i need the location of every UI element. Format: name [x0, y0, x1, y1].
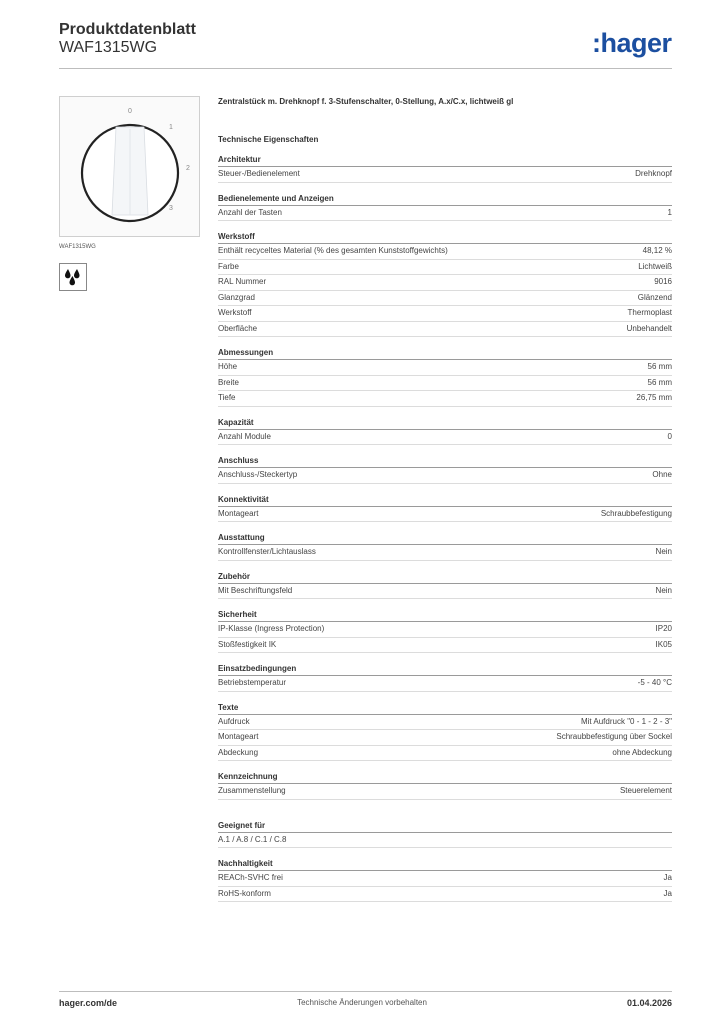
product-caption: WAF1315WG	[59, 244, 96, 250]
header-divider	[59, 68, 672, 69]
spec-value: Ja	[663, 888, 672, 898]
spec-section	[218, 532, 672, 561]
spec-label: RAL Nummer	[218, 277, 267, 286]
spec-label: Abdeckung	[218, 747, 259, 757]
tech-heading: Technische Eigenschaften	[218, 135, 319, 144]
section-title: Konnektivität	[218, 494, 672, 507]
spec-value: 48,12 %	[642, 246, 672, 255]
dial-mark-3: 3	[169, 205, 173, 212]
spec-row	[218, 730, 672, 746]
spec-row	[218, 167, 672, 183]
footer-divider	[59, 991, 672, 992]
spec-row	[218, 676, 672, 692]
footer-date: 01.04.2026	[626, 998, 672, 1008]
section-title: Texte	[218, 702, 672, 715]
section-title: Einsatzbedingungen	[218, 663, 672, 676]
spec-row	[218, 584, 672, 600]
spec-row	[218, 468, 672, 484]
footer-website[interactable]: hager.com/de	[59, 998, 118, 1008]
section-title: Bedienelemente und Anzeigen	[218, 193, 672, 206]
product-image	[59, 96, 200, 237]
section-title: Anschluss	[218, 455, 672, 468]
spec-row	[218, 306, 672, 322]
spec-label: Steuer-/Bedienelement	[218, 169, 300, 178]
hager-logo: :hager	[592, 28, 672, 58]
spec-value: Schraubbefestigung	[600, 508, 672, 518]
spec-row	[218, 545, 672, 561]
spec-section	[218, 455, 672, 484]
spec-label: Tiefe	[218, 393, 236, 402]
spec-row	[218, 833, 672, 849]
spec-section	[218, 417, 672, 446]
spec-section	[218, 858, 672, 902]
spec-value: Thermoplast	[627, 308, 672, 317]
spec-row	[218, 391, 672, 407]
spec-label: Glanzgrad	[218, 292, 255, 302]
spec-section	[218, 347, 672, 407]
spec-row	[218, 244, 672, 260]
spec-row	[218, 206, 672, 222]
spec-section	[218, 609, 672, 653]
spec-label: A.1 / A.8 / C.1 / C.8	[218, 834, 287, 844]
spec-section	[218, 702, 672, 762]
spec-label: Mit Beschriftungsfeld	[218, 585, 293, 595]
spec-label: Enthält recyceltes Material (% des gesamten Kunststoffgewichts)	[218, 246, 448, 255]
spec-row	[218, 887, 672, 903]
article-number: WAF1315WG	[59, 39, 158, 56]
spec-value: Drehknopf	[635, 169, 672, 178]
section-title: Sicherheit	[218, 609, 672, 622]
spec-value: -5 - 40 °C	[637, 678, 672, 687]
spec-row	[218, 260, 672, 276]
footer-disclaimer: Technische Änderungen vorbehalten	[297, 998, 427, 1007]
spec-value: 1	[667, 207, 672, 217]
spec-section	[218, 154, 672, 183]
spec-label: Anschluss-/Steckertyp	[218, 470, 298, 479]
section-title: Geeignet für	[218, 820, 672, 833]
spec-value: 56 mm	[647, 362, 672, 371]
spec-value: Glänzend	[637, 292, 672, 302]
spec-sections	[218, 154, 672, 902]
spec-label: Anzahl Module	[218, 431, 271, 441]
spec-row	[218, 622, 672, 638]
spec-row	[218, 784, 672, 800]
spec-value: IK05	[655, 639, 672, 649]
spec-value: Mit Aufdruck "0 - 1 - 2 - 3"	[580, 716, 672, 726]
spec-label: Stoßfestigkeit IK	[218, 639, 277, 649]
spec-label: Oberfläche	[218, 323, 258, 333]
spec-row	[218, 746, 672, 762]
product-description: Zentralstück m. Drehknopf f. 3-Stufenschalter, 0-Stellung, A.x/C.x, lichtweiß gl	[218, 97, 514, 106]
spec-value: IP20	[655, 624, 672, 633]
spec-label: Betriebstemperatur	[218, 678, 287, 687]
product-specifications	[218, 96, 672, 912]
spec-value: Ja	[663, 873, 672, 882]
spec-value: Nein	[655, 585, 672, 595]
spec-row	[218, 360, 672, 376]
spec-label: RoHS-konform	[218, 888, 271, 898]
section-title: Abmessungen	[218, 347, 672, 360]
spec-value: ohne Abdeckung	[612, 747, 672, 757]
water-drops-icon	[59, 263, 87, 291]
section-title: Ausstattung	[218, 532, 672, 545]
spec-section	[218, 771, 672, 800]
spec-label: Farbe	[218, 261, 239, 271]
dial-mark-1: 1	[169, 124, 173, 131]
spec-value: Unbehandelt	[626, 323, 672, 333]
spec-label: Zusammenstellung	[218, 786, 286, 795]
spec-section	[218, 494, 672, 523]
spec-row	[218, 507, 672, 523]
spec-section	[218, 820, 672, 849]
spec-label: REACh-SVHC frei	[218, 873, 283, 882]
spec-section	[218, 571, 672, 600]
spec-value: 26,75 mm	[636, 393, 672, 402]
spec-row	[218, 376, 672, 392]
section-title: Architektur	[218, 154, 672, 167]
section-title: Zubehör	[218, 571, 672, 584]
spec-section	[218, 231, 672, 337]
spec-label: Kontrollfenster/Lichtauslass	[218, 547, 316, 556]
spec-row	[218, 275, 672, 291]
spec-row	[218, 638, 672, 654]
spec-row	[218, 430, 672, 446]
spec-value: 56 mm	[647, 377, 672, 387]
spec-row	[218, 322, 672, 338]
spec-row	[218, 871, 672, 887]
dial-mark-0: 0	[128, 108, 132, 115]
spec-value: Steuerelement	[619, 786, 672, 795]
page-title: Produktdatenblatt	[59, 21, 196, 38]
spec-label: Breite	[218, 377, 239, 387]
section-title: Kennzeichnung	[218, 771, 672, 784]
spec-label: IP-Klasse (Ingress Protection)	[218, 624, 325, 633]
spec-value: 9016	[654, 277, 672, 286]
spec-value: Schraubbefestigung über Sockel	[556, 732, 672, 741]
spec-value: Lichtweiß	[638, 261, 672, 271]
spec-label: Montageart	[218, 508, 259, 518]
spec-label: Montageart	[218, 732, 259, 741]
spec-section	[218, 663, 672, 692]
spec-section	[218, 193, 672, 222]
spec-row	[218, 715, 672, 731]
section-title: Nachhaltigkeit	[218, 858, 672, 871]
section-title: Kapazität	[218, 417, 672, 430]
spec-label: Werkstoff	[218, 308, 252, 317]
spec-value: Ohne	[652, 470, 672, 479]
spec-row	[218, 291, 672, 307]
spec-label: Anzahl der Tasten	[218, 207, 282, 217]
spec-label: Höhe	[218, 362, 238, 371]
dial-mark-2: 2	[186, 165, 190, 172]
spec-value: 0	[667, 431, 672, 441]
spec-label: Aufdruck	[218, 716, 250, 726]
rotary-switch-illustration	[60, 97, 199, 236]
spec-value: Nein	[655, 547, 672, 556]
section-title: Werkstoff	[218, 231, 672, 244]
